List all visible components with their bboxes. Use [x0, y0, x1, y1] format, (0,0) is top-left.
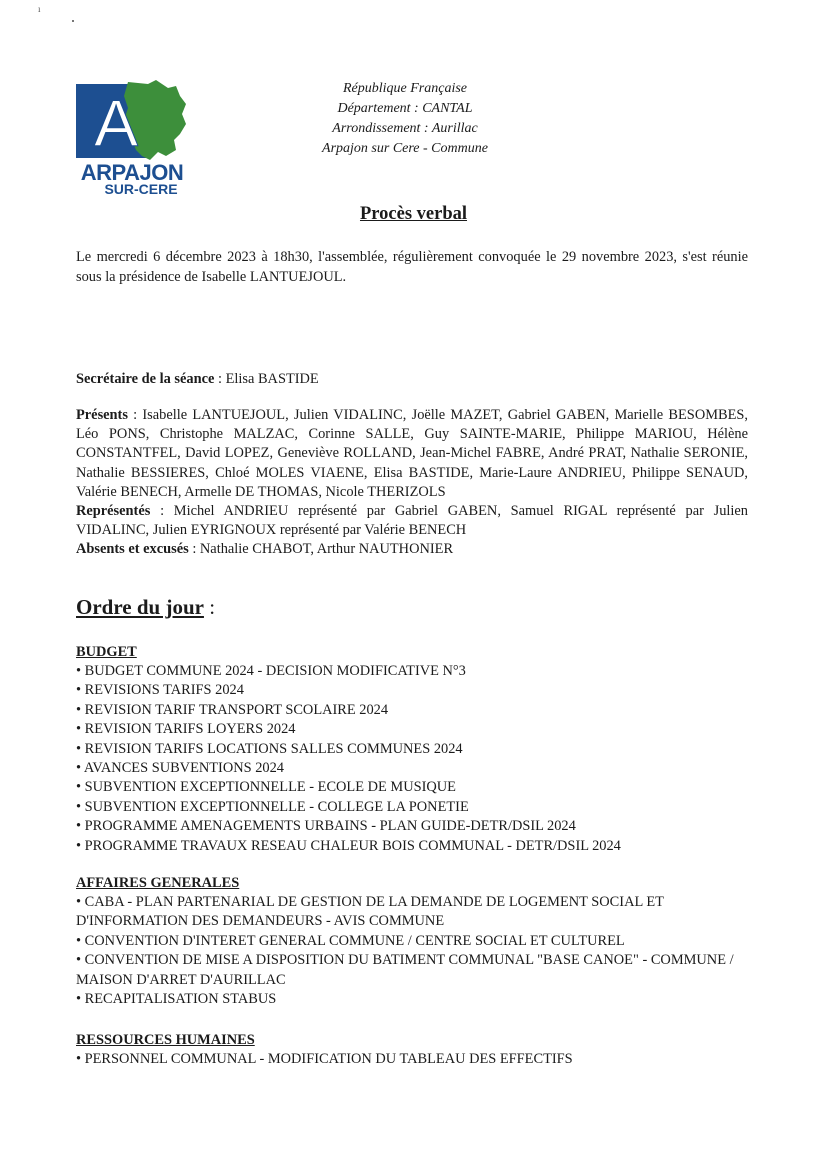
section-title: BUDGET [76, 644, 137, 660]
list-item: • REVISIONS TARIFS 2024 [76, 682, 244, 699]
section-title: RESSOURCES HUMAINES [76, 1032, 255, 1048]
list-item: • SUBVENTION EXCEPTIONNELLE - ECOLE DE MUSIQUE [76, 779, 456, 796]
list-item: • SUBVENTION EXCEPTIONNELLE - COLLEGE LA PONETIE [76, 798, 469, 815]
list-item: • REVISION TARIFS LOCATIONS SALLES COMMUNES 2024 [76, 740, 463, 757]
absent-paragraph [76, 540, 748, 559]
scan-artifact: ı [38, 4, 41, 14]
agenda-section-human-resources [76, 1031, 756, 1069]
logo-name: ARPAJON [80, 160, 184, 185]
secretary-line [76, 369, 748, 389]
list-item: • PROGRAMME AMENAGEMENTS URBAINS - PLAN GUIDE-DETR/DSIL 2024 [76, 818, 576, 835]
absent-value: : Nathalie CHABOT, Arthur NAUTHONIER [188, 541, 454, 558]
represented-paragraph [76, 502, 748, 540]
logo-graphic [76, 80, 188, 162]
agenda-section-budget [76, 643, 756, 856]
section-title: AFFAIRES GENERALES [76, 875, 240, 891]
list-item: • CONVENTION DE MISE A DISPOSITION DU BATIMENT COMMUNAL "BASE CANOE" - COMMUNE / MAISON D'ARRET D'AURILLAC [76, 952, 734, 988]
logo-letter: A [93, 86, 139, 160]
agenda-heading [76, 595, 215, 620]
list-item: • CABA - PLAN PARTENARIAL DE GESTION DE LA DEMANDE DE LOGEMENT SOCIAL ET D'INFORMATION DES DEMANDEURS - AVIS COMMUNE [76, 894, 664, 930]
list-item: • PROGRAMME TRAVAUX RESEAU CHALEUR BOIS COMMUNAL - DETR/DSIL 2024 [76, 837, 621, 854]
absent-label: Absents et excusés [76, 541, 189, 558]
document-title: Procès verbal [359, 204, 468, 224]
list-item: • AVANCES SUBVENTIONS 2024 [76, 760, 285, 777]
list-item: • CONVENTION D'INTERET GENERAL COMMUNE / CENTRE SOCIAL ET CULTUREL [76, 932, 625, 949]
presents-value: : Isabelle LANTUEJOUL, Julien VIDALINC, Joëlle MAZET, Gabriel GABEN, Marielle BESOMBES, Léo PONS, Christophe MALZAC, Corinne SALLE, Guy SAINTE-MARIE, Philippe MARIOU, Hélène CONSTANTFEL, David LOPEZ, Geneviève ROLLAND, Jean-Michel FABRE, André PRAT, Nathalie SERONIE, Nathalie BESSIERES, Chloé MOLES VIAENE, Elisa BASTIDE, Marie-Laure ANDRIEU, Philippe SENAUD, Valérie BENECH, Armelle DE THOMAS, Nicole THERIZOLS [76, 407, 748, 500]
attendance-block [76, 406, 748, 560]
municipality-logo [76, 80, 188, 200]
scan-artifact-dot [72, 20, 74, 22]
presents-paragraph [76, 406, 748, 502]
list-item: • RECAPITALISATION STABUS [76, 991, 277, 1008]
agenda-title: Ordre du jour [76, 595, 204, 619]
header-line-department: Département : CANTAL [337, 101, 473, 116]
represented-label: Représentés [76, 503, 151, 520]
presents-label: Présents [76, 407, 128, 423]
document-header [300, 79, 510, 159]
list-item: • PERSONNEL COMMUNAL - MODIFICATION DU TABLEAU DES EFFECTIFS [76, 1051, 573, 1067]
header-line-commune: Arpajon sur Cere - Commune [322, 141, 488, 156]
represented-value: : Michel ANDRIEU représenté par Gabriel GABEN, Samuel RIGAL représenté par Julien VIDALINC, Julien EYRIGNOUX représenté par Valérie BENECH [76, 503, 748, 539]
list-item: • BUDGET COMMUNE 2024 - DECISION MODIFICATIVE N°3 [76, 663, 466, 679]
list-item: • REVISION TARIFS LOYERS 2024 [76, 721, 296, 738]
agenda-section-general-affairs [76, 874, 756, 1009]
secretary-value: : Elisa BASTIDE [214, 371, 319, 387]
intro-paragraph: Le mercredi 6 décembre 2023 à 18h30, l'assemblée, régulièrement convoquée le 29 novembre 2023, s'est réunie sous la présidence de Isabelle LANTUEJOUL. [76, 249, 748, 285]
logo-subname: SUR-CERE [104, 181, 178, 197]
secretary-label: Secrétaire de la séance [76, 371, 215, 387]
header-line-arrondissement: Arrondissement : Aurillac [332, 121, 478, 136]
agenda-colon: : [203, 595, 216, 619]
header-line-republic: République Française [342, 81, 468, 96]
list-item: • REVISION TARIF TRANSPORT SCOLAIRE 2024 [76, 701, 389, 718]
